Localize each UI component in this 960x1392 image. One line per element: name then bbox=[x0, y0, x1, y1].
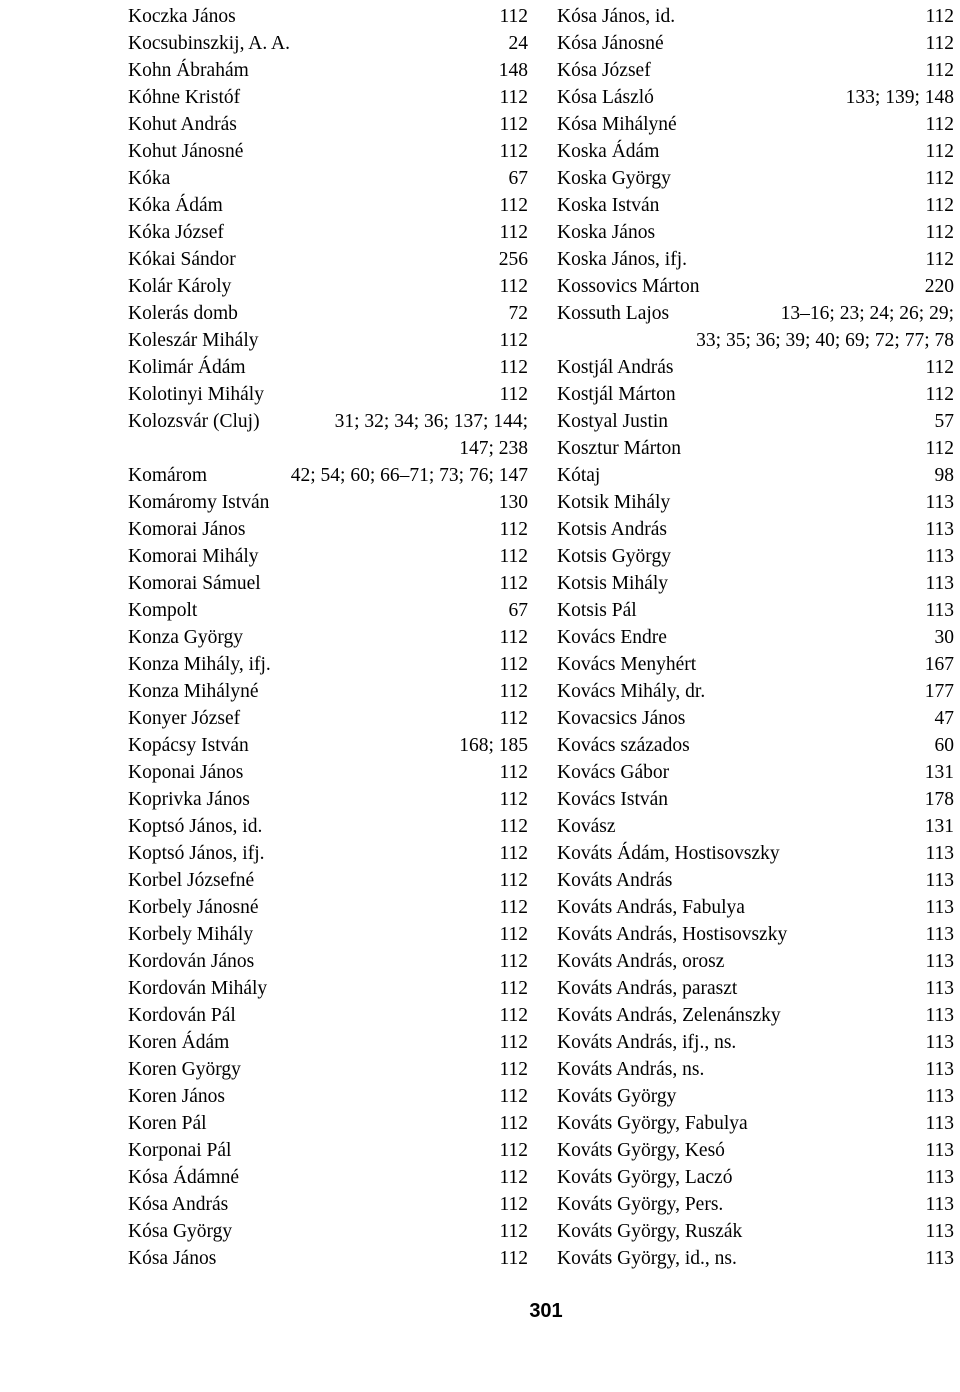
index-entry bbox=[557, 516, 954, 543]
entry-pages: 178 bbox=[924, 789, 954, 810]
index-entry bbox=[557, 1056, 954, 1083]
entry-pages: 112 bbox=[925, 357, 954, 378]
entry-pages: 113 bbox=[925, 1221, 954, 1242]
index-entry bbox=[557, 678, 954, 705]
entry-name: Kolimár Ádám bbox=[128, 357, 246, 378]
index-entry bbox=[557, 948, 954, 975]
entry-pages: 168; 185 bbox=[459, 735, 528, 756]
entry-pages: 98 bbox=[934, 465, 954, 486]
entry-name: Kostjál Márton bbox=[557, 384, 676, 405]
entry-name: Kováts András, Zelenánszky bbox=[557, 1005, 781, 1026]
entry-name: Kováts György, Kesó bbox=[557, 1140, 725, 1161]
index-entry bbox=[128, 1056, 528, 1083]
index-entry bbox=[557, 435, 954, 462]
index-entry bbox=[128, 948, 528, 975]
entry-name: Koczka János bbox=[128, 6, 236, 27]
entry-name: Koska János, ifj. bbox=[557, 249, 687, 270]
entry-pages: 113 bbox=[925, 978, 954, 999]
entry-pages: 112 bbox=[925, 222, 954, 243]
entry-pages: 112 bbox=[499, 141, 528, 162]
entry-name: Korbely Jánosné bbox=[128, 897, 259, 918]
entry-pages: 112 bbox=[925, 195, 954, 216]
entry-pages: 112 bbox=[499, 1059, 528, 1080]
entry-name: Kohut Jánosné bbox=[128, 141, 244, 162]
entry-name: Kováts András, ns. bbox=[557, 1059, 705, 1080]
entry-name: Kósa György bbox=[128, 1221, 233, 1242]
entry-pages: 112 bbox=[499, 1005, 528, 1026]
index-entry bbox=[128, 543, 528, 570]
index-entry bbox=[557, 1191, 954, 1218]
entry-pages: 112 bbox=[499, 195, 528, 216]
index-entry bbox=[128, 1191, 528, 1218]
index-entry bbox=[557, 489, 954, 516]
index-entry bbox=[557, 867, 954, 894]
entry-pages: 113 bbox=[925, 519, 954, 540]
entry-name: Kósa László bbox=[557, 87, 654, 108]
index-entry bbox=[128, 813, 528, 840]
entry-pages: 112 bbox=[499, 384, 528, 405]
entry-pages: 112 bbox=[499, 1248, 528, 1269]
entry-name: Kolotinyi Mihály bbox=[128, 384, 264, 405]
entry-name: Koren Pál bbox=[128, 1113, 207, 1134]
entry-pages: 177 bbox=[924, 681, 954, 702]
entry-pages: 112 bbox=[925, 168, 954, 189]
index-entry bbox=[128, 867, 528, 894]
entry-pages: 112 bbox=[499, 870, 528, 891]
index-entry bbox=[128, 489, 528, 516]
index-entry bbox=[557, 246, 954, 273]
index-entry bbox=[128, 462, 528, 489]
entry-name: Korponai Pál bbox=[128, 1140, 232, 1161]
entry-name: Korbel Józsefné bbox=[128, 870, 255, 891]
entry-name: Komáromy István bbox=[128, 492, 270, 513]
entry-pages: 113 bbox=[925, 600, 954, 621]
entry-name: Kósa János bbox=[128, 1248, 217, 1269]
index-entry bbox=[128, 759, 528, 786]
entry-name: Kótaj bbox=[557, 465, 601, 486]
entry-name: Kosztur Márton bbox=[557, 438, 682, 459]
entry-pages: 130 bbox=[498, 492, 528, 513]
entry-name: Kóka Ádám bbox=[128, 195, 223, 216]
entry-name: Koren János bbox=[128, 1086, 225, 1107]
entry-name: Koleszár Mihály bbox=[128, 330, 259, 351]
entry-pages: 112 bbox=[499, 6, 528, 27]
entry-pages: 112 bbox=[925, 438, 954, 459]
entry-pages: 112 bbox=[925, 384, 954, 405]
entry-pages: 112 bbox=[499, 519, 528, 540]
index-entry bbox=[128, 354, 528, 381]
entry-pages: 30 bbox=[934, 627, 954, 648]
index-entry bbox=[557, 84, 954, 111]
index-entry bbox=[557, 111, 954, 138]
index-entry bbox=[128, 57, 528, 84]
entry-pages: 112 bbox=[499, 762, 528, 783]
index-entry bbox=[128, 921, 528, 948]
index-entry-continuation bbox=[557, 327, 954, 354]
entry-name: Konza Mihály, ifj. bbox=[128, 654, 271, 675]
entry-pages: 112 bbox=[499, 1194, 528, 1215]
index-entry bbox=[128, 408, 528, 435]
entry-pages: 112 bbox=[499, 1113, 528, 1134]
entry-pages: 112 bbox=[499, 681, 528, 702]
entry-name: Koprivka János bbox=[128, 789, 250, 810]
entry-name: Kováts György, Laczó bbox=[557, 1167, 733, 1188]
index-entry bbox=[128, 597, 528, 624]
entry-name: Kossuth Lajos bbox=[557, 303, 670, 324]
index-entry bbox=[557, 138, 954, 165]
entry-pages: 112 bbox=[499, 1086, 528, 1107]
index-entry bbox=[557, 651, 954, 678]
entry-name: Kotsis András bbox=[557, 519, 667, 540]
index-entry bbox=[128, 1083, 528, 1110]
entry-name: Kovács Gábor bbox=[557, 762, 670, 783]
entry-pages: 112 bbox=[499, 1140, 528, 1161]
index-entry bbox=[557, 786, 954, 813]
index-entry bbox=[128, 624, 528, 651]
entry-pages: 113 bbox=[925, 1248, 954, 1269]
index-entry bbox=[557, 3, 954, 30]
index-entry bbox=[557, 1002, 954, 1029]
entry-pages: 112 bbox=[499, 627, 528, 648]
entry-pages: 42; 54; 60; 66–71; 73; 76; 147 bbox=[290, 465, 528, 486]
entry-name: Kolerás domb bbox=[128, 303, 238, 324]
entry-name: Kováts György, Pers. bbox=[557, 1194, 724, 1215]
entry-name: Kossovics Márton bbox=[557, 276, 700, 297]
index-entry bbox=[557, 624, 954, 651]
entry-name: Koska György bbox=[557, 168, 671, 189]
entry-pages: 112 bbox=[499, 1167, 528, 1188]
entry-pages: 112 bbox=[499, 276, 528, 297]
entry-name: Kósa Ádámné bbox=[128, 1167, 240, 1188]
entry-pages: 13–16; 23; 24; 26; 29; bbox=[780, 303, 954, 324]
index-entry bbox=[128, 30, 528, 57]
index-entry bbox=[557, 219, 954, 246]
index-entry bbox=[128, 732, 528, 759]
index-entry bbox=[128, 786, 528, 813]
entry-pages: 113 bbox=[925, 1086, 954, 1107]
entry-pages: 67 bbox=[508, 600, 528, 621]
index-entry bbox=[128, 570, 528, 597]
entry-pages: 113 bbox=[925, 843, 954, 864]
entry-pages: 113 bbox=[925, 492, 954, 513]
index-entry bbox=[128, 1164, 528, 1191]
index-entry bbox=[128, 219, 528, 246]
entry-name: Kordován János bbox=[128, 951, 255, 972]
entry-name: Kovács István bbox=[557, 789, 669, 810]
entry-pages: 31; 32; 34; 36; 137; 144; bbox=[334, 411, 528, 432]
entry-pages: 113 bbox=[925, 1140, 954, 1161]
entry-pages: 113 bbox=[925, 897, 954, 918]
entry-name: Koska János bbox=[557, 222, 656, 243]
entry-name: Kováts András, ifj., ns. bbox=[557, 1032, 737, 1053]
index-entry bbox=[128, 1137, 528, 1164]
index-entry bbox=[557, 597, 954, 624]
entry-pages: 220 bbox=[924, 276, 954, 297]
entry-name: Kováts András, orosz bbox=[557, 951, 725, 972]
entry-name: Kováts András bbox=[557, 870, 673, 891]
entry-name: Kováts Ádám, Hostisovszky bbox=[557, 843, 780, 864]
index-entry bbox=[557, 30, 954, 57]
entry-pages: 112 bbox=[925, 114, 954, 135]
entry-name: Kovács Menyhért bbox=[557, 654, 697, 675]
entry-name: Komárom bbox=[128, 465, 208, 486]
entry-name: Kovács százados bbox=[557, 735, 690, 756]
index-entry bbox=[128, 327, 528, 354]
entry-pages: 112 bbox=[499, 114, 528, 135]
entry-pages: 112 bbox=[499, 951, 528, 972]
entry-pages: 113 bbox=[925, 951, 954, 972]
index-entry bbox=[557, 1137, 954, 1164]
index-entry bbox=[557, 57, 954, 84]
index-entry bbox=[128, 678, 528, 705]
entry-pages: 112 bbox=[499, 924, 528, 945]
entry-name: Konyer József bbox=[128, 708, 241, 729]
entry-name: Koren Ádám bbox=[128, 1032, 230, 1053]
index-entry bbox=[128, 840, 528, 867]
entry-pages: 57 bbox=[934, 411, 954, 432]
index-entry bbox=[557, 462, 954, 489]
entry-name: Kohut András bbox=[128, 114, 237, 135]
index-entry bbox=[557, 894, 954, 921]
entry-name: Korbely Mihály bbox=[128, 924, 254, 945]
index-entry bbox=[557, 300, 954, 327]
entry-name: Kordován Mihály bbox=[128, 978, 268, 999]
entry-pages: 112 bbox=[499, 816, 528, 837]
entry-pages: 112 bbox=[499, 87, 528, 108]
entry-pages: 256 bbox=[498, 249, 528, 270]
entry-name: Kolozsvár (Cluj) bbox=[128, 411, 260, 432]
entry-pages: 112 bbox=[499, 978, 528, 999]
entry-pages: 113 bbox=[925, 1005, 954, 1026]
entry-name: Kósa Mihályné bbox=[557, 114, 677, 135]
entry-pages: 60 bbox=[934, 735, 954, 756]
entry-pages: 113 bbox=[925, 1113, 954, 1134]
entry-name: Kósa András bbox=[128, 1194, 229, 1215]
entry-name: Kostyal Justin bbox=[557, 411, 669, 432]
index-entry bbox=[557, 732, 954, 759]
entry-pages: 112 bbox=[499, 222, 528, 243]
entry-name: Kóka bbox=[128, 168, 171, 189]
entry-name: Kovacsics János bbox=[557, 708, 686, 729]
entry-name: Kotsis György bbox=[557, 546, 671, 567]
index-entry bbox=[557, 1164, 954, 1191]
index-column-left bbox=[128, 3, 528, 1272]
entry-pages: 113 bbox=[925, 1032, 954, 1053]
entry-name: Komorai Mihály bbox=[128, 546, 259, 567]
entry-pages: 112 bbox=[499, 708, 528, 729]
entry-name: Kováts György, id., ns. bbox=[557, 1248, 737, 1269]
entry-pages: 33; 35; 36; 39; 40; 69; 72; 77; 78 bbox=[696, 330, 954, 351]
entry-pages: 148 bbox=[498, 60, 528, 81]
index-entry bbox=[557, 813, 954, 840]
entry-name: Kotsis Mihály bbox=[557, 573, 669, 594]
index-entry bbox=[128, 165, 528, 192]
entry-name: Kováts György, Ruszák bbox=[557, 1221, 743, 1242]
index-entry bbox=[128, 705, 528, 732]
index-entry bbox=[128, 651, 528, 678]
entry-name: Koptsó János, id. bbox=[128, 816, 263, 837]
entry-name: Kotsis Pál bbox=[557, 600, 637, 621]
entry-pages: 112 bbox=[499, 330, 528, 351]
entry-name: Kolár Károly bbox=[128, 276, 232, 297]
index-entry bbox=[557, 408, 954, 435]
entry-name: Koska István bbox=[557, 195, 660, 216]
entry-pages: 112 bbox=[925, 141, 954, 162]
entry-name: Kompolt bbox=[128, 600, 198, 621]
entry-pages: 113 bbox=[925, 870, 954, 891]
entry-pages: 112 bbox=[499, 573, 528, 594]
entry-name: Komorai János bbox=[128, 519, 246, 540]
index-entry bbox=[557, 543, 954, 570]
index-entry bbox=[557, 1218, 954, 1245]
entry-pages: 72 bbox=[508, 303, 528, 324]
index-entry bbox=[557, 273, 954, 300]
index-entry bbox=[557, 165, 954, 192]
entry-name: Kósa János, id. bbox=[557, 6, 676, 27]
entry-name: Kordován Pál bbox=[128, 1005, 236, 1026]
entry-pages: 113 bbox=[925, 546, 954, 567]
index-entry bbox=[128, 894, 528, 921]
entry-name: Kotsik Mihály bbox=[557, 492, 671, 513]
entry-pages: 112 bbox=[499, 546, 528, 567]
page-number: 301 bbox=[529, 1300, 563, 1322]
index-entry bbox=[557, 1110, 954, 1137]
entry-name: Koren György bbox=[128, 1059, 241, 1080]
entry-name: Konza György bbox=[128, 627, 243, 648]
index-entry bbox=[557, 840, 954, 867]
entry-name: Kóhne Kristóf bbox=[128, 87, 241, 108]
entry-pages: 47 bbox=[934, 708, 954, 729]
entry-name: Kostjál András bbox=[557, 357, 674, 378]
entry-pages: 147; 238 bbox=[459, 438, 528, 459]
entry-pages: 112 bbox=[925, 249, 954, 270]
entry-pages: 112 bbox=[499, 1032, 528, 1053]
entry-pages: 113 bbox=[925, 1059, 954, 1080]
index-entry bbox=[128, 1002, 528, 1029]
entry-pages: 131 bbox=[924, 816, 954, 837]
index-entry bbox=[128, 1110, 528, 1137]
entry-name: Kováts György, Fabulya bbox=[557, 1113, 748, 1134]
entry-name: Koska Ádám bbox=[557, 141, 660, 162]
entry-pages: 112 bbox=[499, 789, 528, 810]
index-entry bbox=[557, 1029, 954, 1056]
entry-pages: 112 bbox=[925, 60, 954, 81]
entry-pages: 67 bbox=[508, 168, 528, 189]
index-entry bbox=[128, 1029, 528, 1056]
index-entry bbox=[557, 354, 954, 381]
index-entry bbox=[128, 84, 528, 111]
entry-pages: 112 bbox=[499, 843, 528, 864]
entry-name: Konza Mihályné bbox=[128, 681, 259, 702]
entry-pages: 131 bbox=[924, 762, 954, 783]
entry-pages: 112 bbox=[499, 357, 528, 378]
index-entry bbox=[557, 759, 954, 786]
index-entry bbox=[557, 921, 954, 948]
entry-name: Koponai János bbox=[128, 762, 244, 783]
index-entry bbox=[128, 381, 528, 408]
entry-pages: 112 bbox=[925, 33, 954, 54]
entry-name: Kováts András, paraszt bbox=[557, 978, 738, 999]
index-entry bbox=[557, 570, 954, 597]
index-entry bbox=[557, 975, 954, 1002]
entry-name: Kováts András, Fabulya bbox=[557, 897, 745, 918]
index-entry bbox=[557, 381, 954, 408]
index-entry bbox=[128, 246, 528, 273]
entry-pages: 113 bbox=[925, 573, 954, 594]
entry-pages: 113 bbox=[925, 1194, 954, 1215]
entry-name: Kovász bbox=[557, 816, 616, 837]
entry-pages: 113 bbox=[925, 1167, 954, 1188]
index-entry bbox=[128, 1245, 528, 1272]
entry-name: Kókai Sándor bbox=[128, 249, 236, 270]
entry-pages: 112 bbox=[499, 897, 528, 918]
entry-name: Kocsubinszkij, A. A. bbox=[128, 33, 290, 54]
entry-name: Kováts András, Hostisovszky bbox=[557, 924, 788, 945]
entry-pages: 112 bbox=[499, 1221, 528, 1242]
entry-name: Kósa József bbox=[557, 60, 651, 81]
index-entry bbox=[557, 1245, 954, 1272]
entry-name: Komorai Sámuel bbox=[128, 573, 261, 594]
index-entry bbox=[128, 111, 528, 138]
entry-pages: 24 bbox=[508, 33, 528, 54]
entry-pages: 112 bbox=[925, 6, 954, 27]
entry-name: Kovács Mihály, dr. bbox=[557, 681, 706, 702]
index-column-right bbox=[557, 3, 954, 1272]
index-entry bbox=[557, 705, 954, 732]
entry-pages: 167 bbox=[924, 654, 954, 675]
entry-name: Kováts György bbox=[557, 1086, 677, 1107]
index-entry bbox=[128, 1218, 528, 1245]
index-entry bbox=[128, 192, 528, 219]
index-entry bbox=[128, 138, 528, 165]
index-entry bbox=[557, 192, 954, 219]
entry-pages: 112 bbox=[499, 654, 528, 675]
index-entry bbox=[128, 300, 528, 327]
entry-pages: 113 bbox=[925, 924, 954, 945]
index-entry bbox=[128, 975, 528, 1002]
index-entry bbox=[128, 3, 528, 30]
entry-name: Koptsó János, ifj. bbox=[128, 843, 265, 864]
entry-pages: 133; 139; 148 bbox=[845, 87, 954, 108]
entry-name: Kósa Jánosné bbox=[557, 33, 664, 54]
index-entry-continuation bbox=[128, 435, 528, 462]
entry-name: Kovács Endre bbox=[557, 627, 667, 648]
index-entry bbox=[128, 273, 528, 300]
entry-name: Kohn Ábrahám bbox=[128, 60, 249, 81]
index-entry bbox=[128, 516, 528, 543]
index-entry bbox=[557, 1083, 954, 1110]
entry-name: Kopácsy István bbox=[128, 735, 249, 756]
entry-name: Kóka József bbox=[128, 222, 224, 243]
